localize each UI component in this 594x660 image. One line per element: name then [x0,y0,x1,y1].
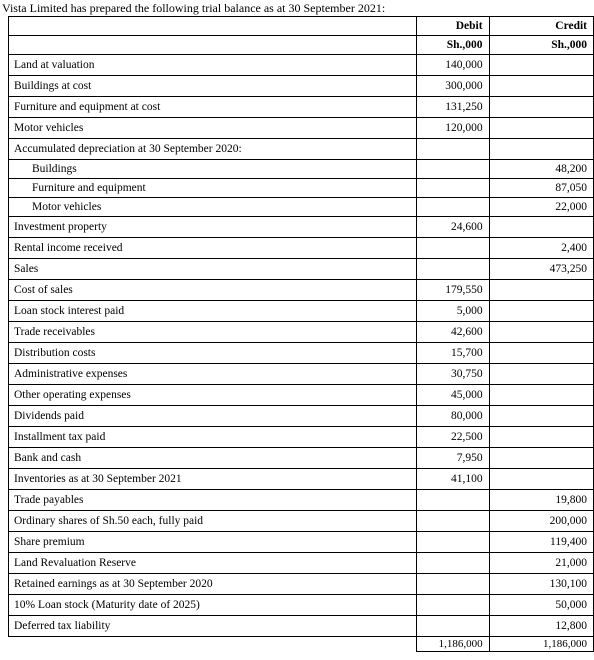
account-name: 10% Loan stock (Maturity date of 2025) [9,595,417,616]
account-name: Land at valuation [9,55,417,76]
table-row [9,301,594,322]
table-row [9,76,594,97]
account-name: Trade receivables [9,322,417,343]
credit-amount [489,139,593,160]
credit-amount [489,343,593,364]
table-row [9,238,594,259]
debit-header: Debit [417,17,489,36]
debit-amount [417,490,489,511]
account-name: Sales [9,259,417,280]
table-row [9,616,594,637]
account-name: Furniture and equipment at cost [9,97,417,118]
account-name: Bank and cash [9,448,417,469]
table-row [9,406,594,427]
credit-amount [489,427,593,448]
credit-amount [489,97,593,118]
credit-amount: 19,800 [489,490,593,511]
account-name: Retained earnings as at 30 September 2020 [9,574,417,595]
account-name: Buildings [9,160,417,179]
credit-amount [489,301,593,322]
debit-amount: 5,000 [417,301,489,322]
debit-amount: 179,550 [417,280,489,301]
unit-blank-cell [9,36,417,55]
table-row [9,364,594,385]
table-row [9,55,594,76]
account-name: Dividends paid [9,406,417,427]
debit-amount [417,553,489,574]
debit-amount: 42,600 [417,322,489,343]
credit-amount [489,280,593,301]
unit-row [9,36,594,55]
account-name: Inventories as at 30 September 2021 [9,469,417,490]
debit-amount: 30,750 [417,364,489,385]
credit-amount [489,448,593,469]
table-row [9,448,594,469]
table-row [9,160,594,179]
header-blank-cell [9,17,417,36]
credit-amount: 21,000 [489,553,593,574]
credit-amount: 130,100 [489,574,593,595]
debit-amount [417,532,489,553]
table-row [9,469,594,490]
debit-amount: 131,250 [417,97,489,118]
table-row [9,198,594,217]
totals-blank-cell [9,637,417,652]
account-name: Other operating expenses [9,385,417,406]
debit-amount: 300,000 [417,76,489,97]
credit-total: 1,186,000 [489,637,593,652]
credit-amount [489,322,593,343]
debit-amount [417,198,489,217]
table-row [9,280,594,301]
account-name: Installment tax paid [9,427,417,448]
account-name: Cost of sales [9,280,417,301]
account-name: Rental income received [9,238,417,259]
debit-amount: 41,100 [417,469,489,490]
debit-amount: 7,950 [417,448,489,469]
debit-amount [417,259,489,280]
debit-unit: Sh.,000 [417,36,489,55]
debit-amount [417,574,489,595]
table-row [9,97,594,118]
table-row [9,427,594,448]
debit-total: 1,186,000 [417,637,489,652]
credit-amount: 119,400 [489,532,593,553]
table-row [9,259,594,280]
account-name: Deferred tax liability [9,616,417,637]
credit-amount: 473,250 [489,259,593,280]
account-name: Administrative expenses [9,364,417,385]
account-name: Share premium [9,532,417,553]
table-row [9,179,594,198]
table-row [9,490,594,511]
debit-amount [417,238,489,259]
debit-amount [417,139,489,160]
trial-balance-body [9,17,594,652]
account-name: Accumulated depreciation at 30 September 2020: [9,139,417,160]
debit-amount: 140,000 [417,55,489,76]
debit-amount: 120,000 [417,118,489,139]
credit-amount [489,385,593,406]
table-row [9,139,594,160]
account-name: Buildings at cost [9,76,417,97]
account-name: Loan stock interest paid [9,301,417,322]
table-row [9,511,594,532]
debit-amount [417,179,489,198]
account-name: Furniture and equipment [9,179,417,198]
debit-amount [417,511,489,532]
table-row [9,595,594,616]
trial-balance-table [8,16,594,652]
account-name: Land Revaluation Reserve [9,553,417,574]
table-row [9,118,594,139]
account-name: Motor vehicles [9,198,417,217]
credit-amount: 2,400 [489,238,593,259]
credit-header: Credit [489,17,593,36]
debit-amount [417,595,489,616]
credit-amount [489,118,593,139]
debit-amount: 45,000 [417,385,489,406]
credit-amount: 87,050 [489,179,593,198]
table-row [9,385,594,406]
header-row [9,17,594,36]
credit-amount [489,364,593,385]
account-name: Ordinary shares of Sh.50 each, fully paid [9,511,417,532]
credit-amount [489,217,593,238]
debit-amount [417,160,489,179]
credit-amount [489,469,593,490]
table-row [9,553,594,574]
account-name: Motor vehicles [9,118,417,139]
credit-amount [489,55,593,76]
credit-amount: 48,200 [489,160,593,179]
credit-amount: 22,000 [489,198,593,217]
account-name: Investment property [9,217,417,238]
credit-amount [489,406,593,427]
credit-unit: Sh.,000 [489,36,593,55]
table-row [9,217,594,238]
table-row [9,343,594,364]
credit-amount: 50,000 [489,595,593,616]
credit-amount [489,76,593,97]
credit-amount: 12,800 [489,616,593,637]
account-name: Trade payables [9,490,417,511]
table-row [9,574,594,595]
debit-amount [417,616,489,637]
account-name: Distribution costs [9,343,417,364]
debit-amount: 22,500 [417,427,489,448]
debit-amount: 24,600 [417,217,489,238]
credit-amount: 200,000 [489,511,593,532]
intro-text: Vista Limited has prepared the following trial balance as at 30 September 2021: [2,1,386,15]
debit-amount: 80,000 [417,406,489,427]
debit-amount: 15,700 [417,343,489,364]
table-row [9,322,594,343]
table-row [9,532,594,553]
totals-row [9,637,594,652]
